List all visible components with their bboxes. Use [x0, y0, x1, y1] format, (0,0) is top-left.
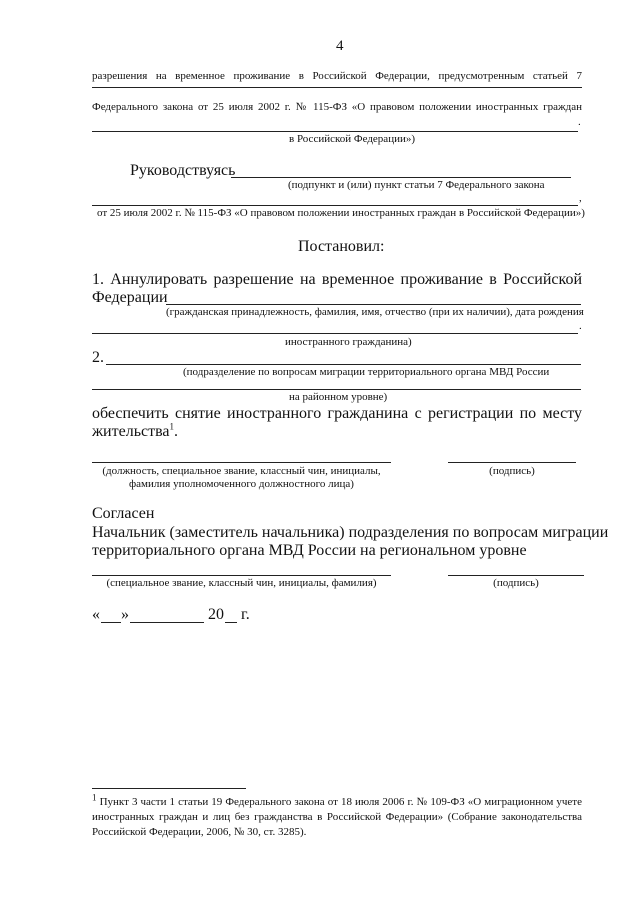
agreed-line-2: территориального органа МВД России на региональном уровне — [92, 542, 527, 559]
item2-text-2-end: . — [174, 423, 179, 440]
footnote-separator — [92, 788, 246, 789]
date-year-suffix: г. — [241, 606, 250, 623]
header-line-2-end: . — [578, 116, 581, 128]
header-line-3: в Российской Федерации») — [289, 133, 416, 145]
page-number: 4 — [336, 38, 344, 54]
item2-underline-2 — [92, 389, 581, 390]
header-line-1: разрешения на временное проживание в Российской Федерации, предусмотренным статьей 7 — [92, 70, 582, 82]
guided-hint: (подпункт и (или) пункт статьи 7 Федерального закона — [288, 179, 545, 191]
footnote-text: Пункт 3 части 1 статьи 19 Федерального закона от 18 июля 2006 г. № 109-ФЗ «О миграционном учете иностранных граждан и лиц без гражданства в Российской Федерации» (Собрание законодательства Российской Федерации, 2006, № 30, ст. 3285). — [92, 796, 582, 838]
date-day-line — [101, 622, 121, 623]
date-month-line — [130, 622, 204, 623]
guided-hint-2: от 25 июля 2002 г. № 115-ФЗ «О правовом положении иностранных граждан в Российской Федерации») — [97, 207, 585, 219]
footnote — [92, 792, 582, 840]
item1-underline-2 — [92, 333, 578, 334]
sign1-signature-line — [448, 462, 576, 463]
header-underline-2 — [92, 131, 578, 132]
guided-underline — [231, 177, 571, 178]
item2-hint-2: на районном уровне) — [289, 391, 388, 403]
sign1-signature-hint: (подпись) — [489, 465, 535, 477]
header-underline-1 — [92, 87, 582, 88]
date-year-prefix: 20 — [208, 606, 224, 623]
footnote-ref: 1 — [169, 421, 175, 432]
agreed-label: Согласен — [92, 505, 155, 522]
item1-end-mark: . — [579, 320, 582, 332]
agreed-hint: (специальное звание, классный чин, инициалы, фамилия) — [106, 577, 377, 589]
sign1-hint-1: (должность, специальное звание, классный чин, инициалы, — [102, 465, 381, 477]
date-open-quote: « — [92, 606, 100, 623]
item2-hint-1: (подразделение по вопросам миграции территориального органа МВД России — [183, 366, 550, 378]
item1-line-1: 1. Аннулировать разрешение на временное проживание в Российской — [92, 271, 582, 288]
item1-hint-2: иностранного гражданина) — [285, 336, 412, 348]
item2-text-2: жительства — [92, 423, 170, 440]
sign1-position-line — [92, 462, 391, 463]
item2-number: 2. — [92, 349, 104, 366]
agreed-signature-hint: (подпись) — [493, 577, 539, 589]
agreed-line-1: Начальник (заместитель начальника) подразделения по вопросам миграции — [92, 524, 609, 541]
item1-line-2: Федерации — [92, 289, 168, 306]
agreed-signature-line — [448, 575, 584, 576]
decided-heading: Постановил: — [298, 238, 385, 255]
guided-underline-2 — [92, 205, 578, 206]
item1-hint-1: (гражданская принадлежность, фамилия, имя, отчество (при их наличии), дата рождения — [166, 306, 584, 318]
date-close-quote: » — [121, 606, 129, 623]
agreed-name-line — [92, 575, 391, 576]
item2-text-1: обеспечить снятие иностранного гражданина с регистрации по месту — [92, 405, 582, 422]
item1-underline-1 — [166, 304, 581, 305]
footnote-marker: 1 — [92, 792, 97, 803]
item2-underline-1 — [106, 364, 581, 365]
header-line-2: Федерального закона от 25 июля 2002 г. № 115-ФЗ «О правовом положении иностранных граждан — [92, 101, 582, 113]
date-year-line — [225, 622, 237, 623]
guided-label: Руководствуясь — [130, 162, 236, 179]
sign1-hint-2: фамилия уполномоченного должностного лица) — [129, 478, 354, 490]
item2-text-2-wrap — [92, 423, 178, 441]
guided-end-mark: , — [579, 192, 582, 204]
